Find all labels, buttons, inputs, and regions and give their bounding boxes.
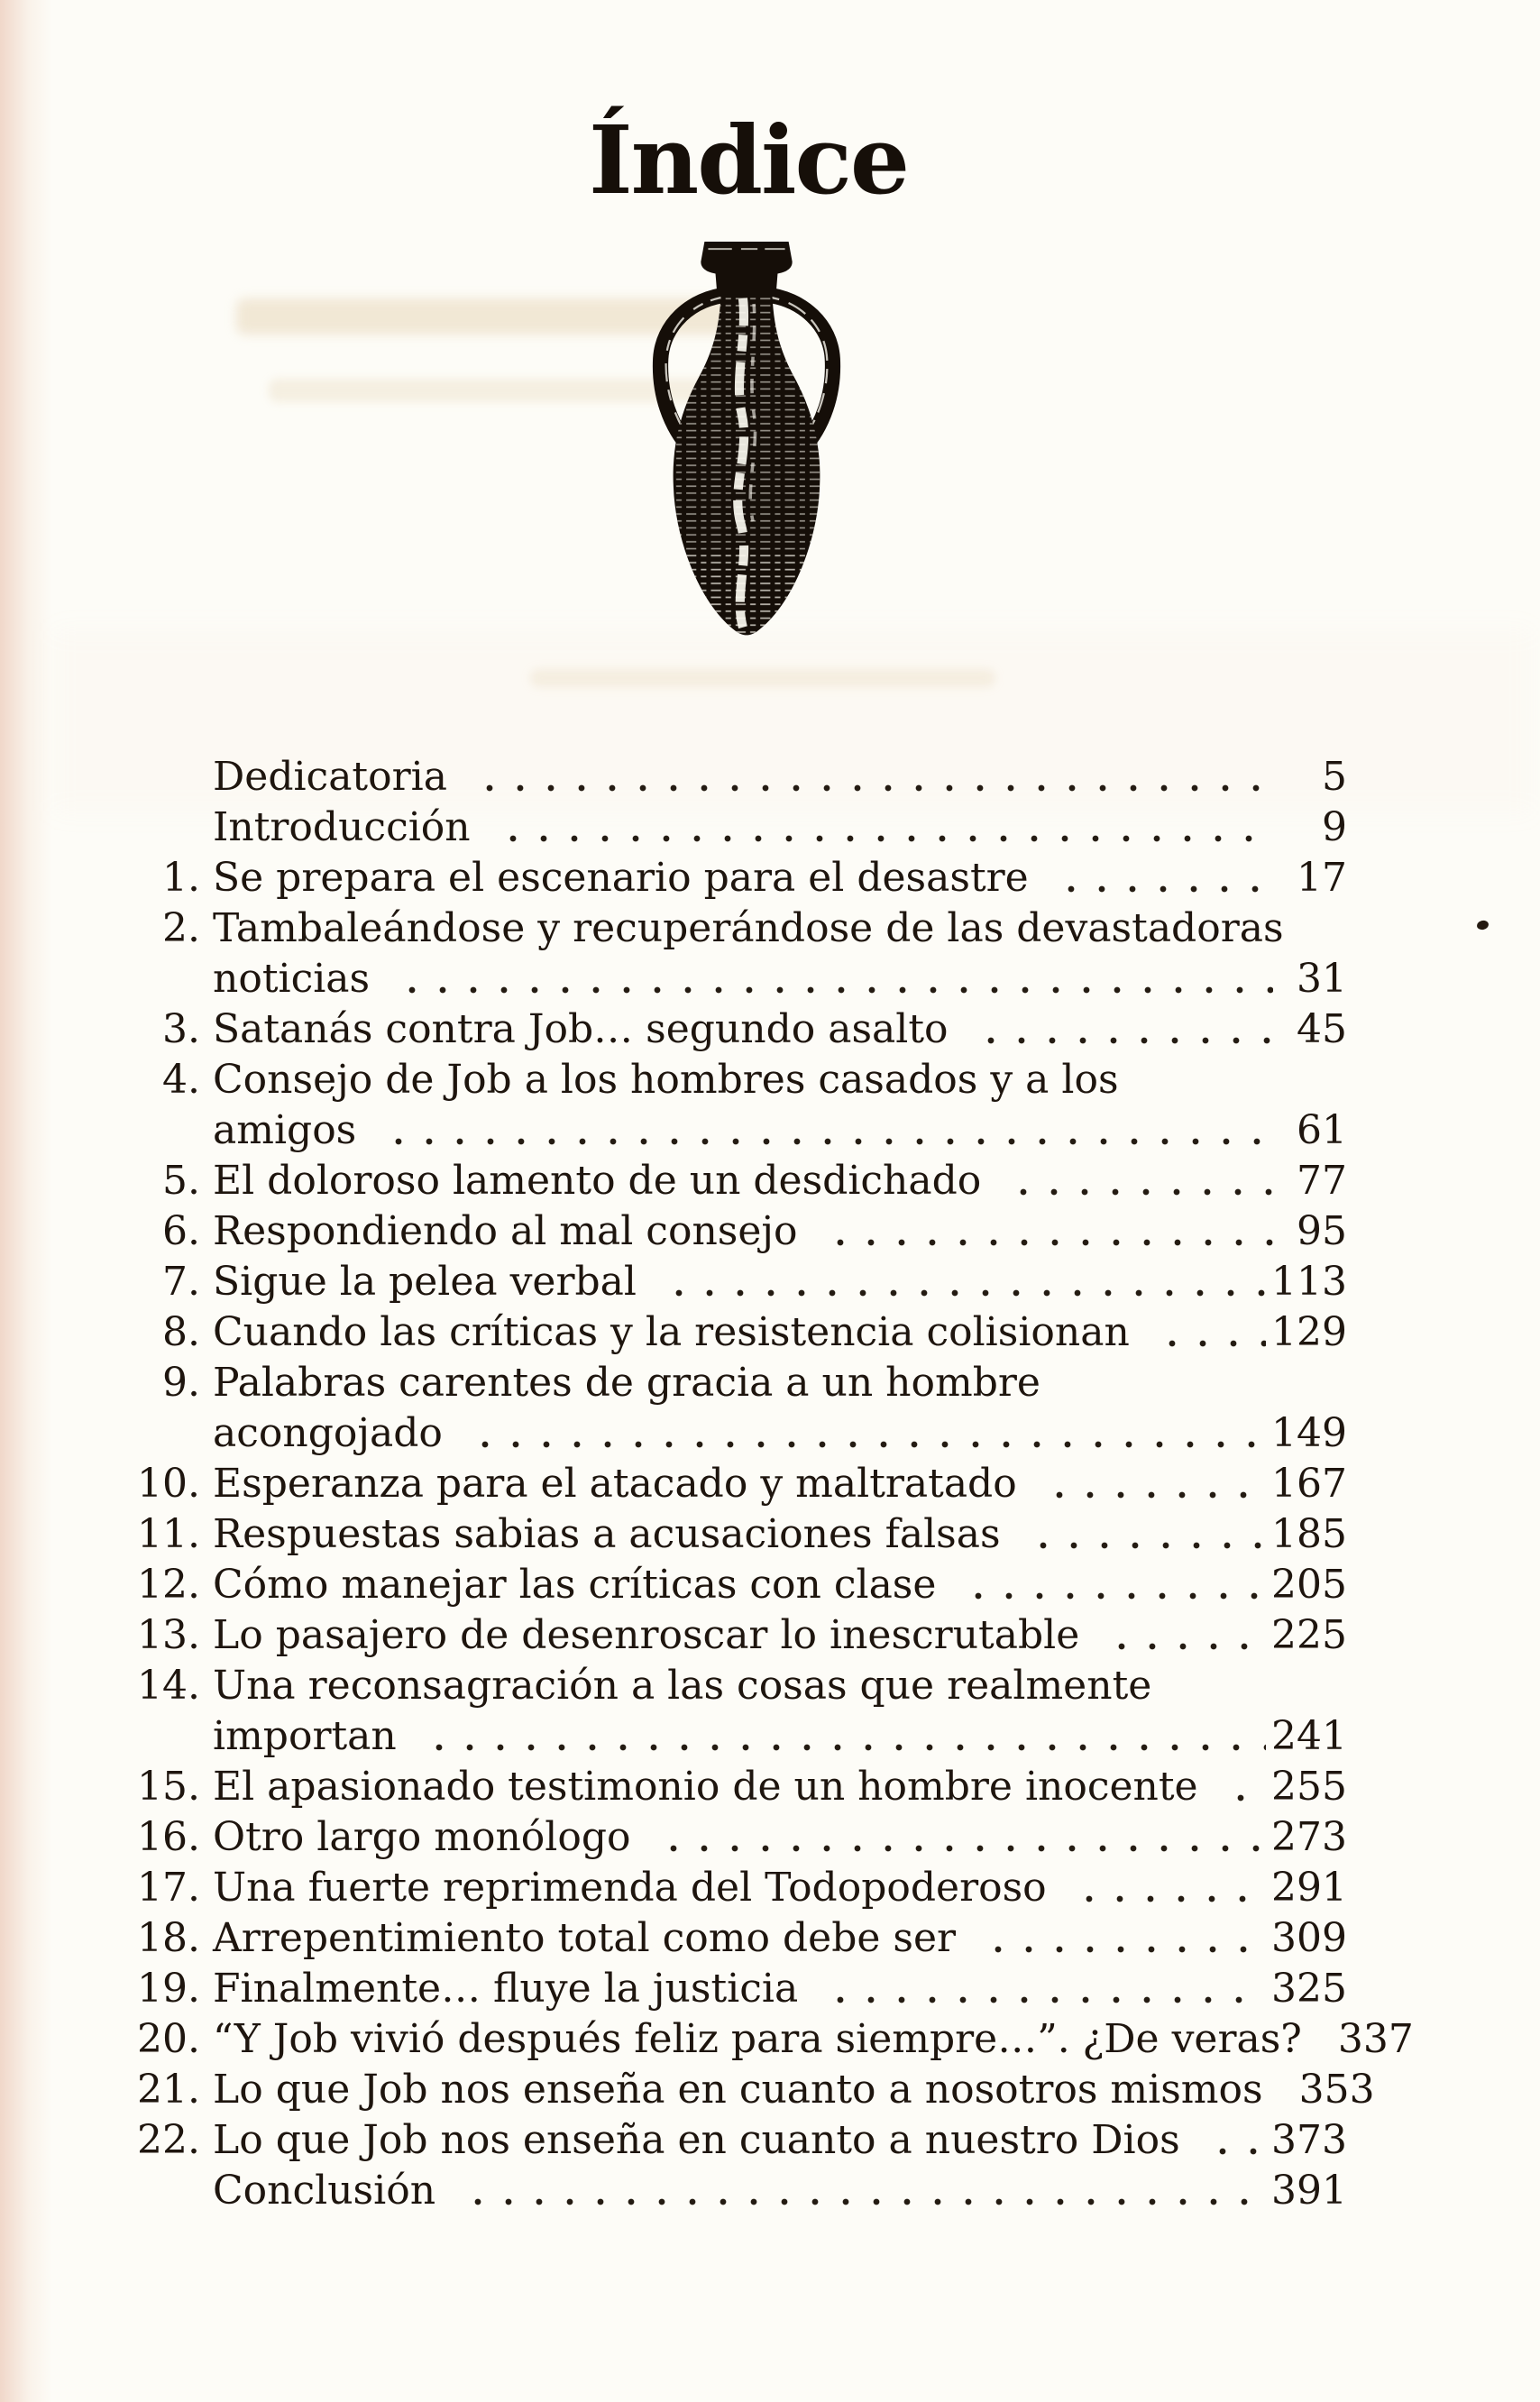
toc-entry-number: 1.	[162, 855, 200, 901]
toc-entry-line	[133, 1408, 1347, 1459]
toc-entry-number: 2.	[162, 905, 200, 951]
page-title: Índice	[589, 104, 908, 215]
toc-entry-line	[133, 1913, 1347, 1964]
toc-entry-title: Tambaleándose y recuperándose de las devastadoras	[213, 905, 1284, 951]
amphora-illustration	[637, 240, 857, 642]
toc-entry-line	[133, 1307, 1347, 1358]
toc-entry-title: Lo que Job nos enseña en cuanto a nuestro Dios	[213, 2117, 1180, 2163]
page-number: 241	[1271, 1713, 1347, 1759]
page-number: 9	[1322, 804, 1347, 850]
toc-entry-number: 5.	[162, 1158, 200, 1204]
toc-entry-title: Consejo de Job a los hombres casados y a los	[213, 1057, 1119, 1103]
toc-entry-number: 3.	[162, 1006, 200, 1052]
toc-entry-number: 9.	[162, 1360, 200, 1406]
scan-edge-tint	[0, 0, 52, 2402]
dot-leader	[454, 2166, 1266, 2216]
page-number: 391	[1271, 2168, 1347, 2214]
page-number: 167	[1271, 1461, 1347, 1507]
toc-entry-title: Introducción	[213, 804, 471, 850]
toc-entry-line	[133, 1610, 1347, 1661]
dot-leader	[967, 1004, 1273, 1055]
dot-leader	[1216, 1762, 1266, 1812]
toc-entry-title: Lo pasajero de desenroscar lo inescrutable	[213, 1612, 1080, 1658]
toc-entry-number: 7.	[162, 1259, 200, 1305]
toc-entry-title: Cuando las críticas y la resistencia colisionan	[213, 1309, 1130, 1355]
toc-entry-title: El apasionado testimonio de un hombre inocente	[213, 1764, 1198, 1810]
page-number: 17	[1297, 855, 1347, 901]
dot-leader	[1065, 1863, 1266, 1913]
page-number: 77	[1297, 1158, 1347, 1204]
toc-entry-line	[133, 1055, 1347, 1105]
toc-entry-title: Finalmente… fluye la justicia	[213, 1966, 799, 2012]
toc-entry-line	[133, 2166, 1347, 2216]
toc-entry-title: Una reconsagración a las cosas que realmente	[213, 1663, 1152, 1709]
page-number: 113	[1271, 1259, 1347, 1305]
toc-entry-title: importan	[213, 1713, 397, 1759]
page-number: 337	[1337, 2016, 1414, 2062]
toc-entry-number: 6.	[162, 1208, 200, 1254]
toc-entry-number: 16.	[137, 1814, 200, 1860]
dot-leader	[1320, 2014, 1333, 2065]
toc-entry-title: Sigue la pelea verbal	[213, 1259, 637, 1305]
toc-entry-line	[133, 1964, 1347, 2014]
toc-entry-number: 20.	[137, 2016, 200, 2062]
page-number: 61	[1297, 1107, 1347, 1153]
toc-entry-line	[133, 1661, 1347, 1711]
toc-entry-number: 18.	[137, 1915, 200, 1961]
ink-speck	[1476, 920, 1490, 931]
toc-entry-line	[133, 752, 1347, 802]
toc-entry-line	[133, 1156, 1347, 1206]
page-number: 5	[1322, 754, 1347, 800]
toc-entry-title: acongojado	[213, 1410, 443, 1456]
page-number: 205	[1271, 1562, 1347, 1608]
dot-leader	[489, 802, 1273, 853]
toc-entry-number: 13.	[137, 1612, 200, 1658]
toc-entry-line	[133, 1509, 1347, 1560]
page-number: 373	[1271, 2117, 1347, 2163]
toc-entry-title: Respuestas sabias a acusaciones falsas	[213, 1511, 1001, 1557]
dot-leader	[461, 1408, 1266, 1459]
dot-leader	[1148, 1307, 1266, 1358]
toc-entry-number: 15.	[137, 1764, 200, 1810]
dot-leader	[974, 1913, 1266, 1964]
toc-entry-line	[133, 1560, 1347, 1610]
toc-entry-title: Una fuerte reprimenda del Todopoderoso	[213, 1865, 1047, 1911]
toc-entry-title: Conclusión	[213, 2168, 436, 2214]
dot-leader	[999, 1156, 1273, 1206]
page-number: 95	[1297, 1208, 1347, 1254]
page-number: 45	[1297, 1006, 1347, 1052]
page-number: 255	[1271, 1764, 1347, 1810]
dot-leader	[465, 752, 1273, 802]
toc-entry-number: 21.	[137, 2067, 200, 2113]
page-number: 291	[1271, 1865, 1347, 1911]
page-number: 273	[1271, 1814, 1347, 1860]
toc-entry-title: Se prepara el escenario para el desastre	[213, 855, 1029, 901]
toc-entry-line	[133, 1358, 1347, 1408]
toc-entry-title: Cómo manejar las críticas con clase	[213, 1562, 937, 1608]
toc-entry-line	[133, 1105, 1347, 1156]
toc-entry-title: El doloroso lamento de un desdichado	[213, 1158, 982, 1204]
toc-entry-title: Otro largo monólogo	[213, 1814, 631, 1860]
toc-entry-title: Respondiendo al mal consejo	[213, 1208, 798, 1254]
toc-entry-number: 12.	[137, 1562, 200, 1608]
toc-entry-title: Dedicatoria	[213, 754, 447, 800]
page-number: 225	[1271, 1612, 1347, 1658]
dot-leader	[1097, 1610, 1266, 1661]
toc-entry-number: 22.	[137, 2117, 200, 2163]
toc-entry-line	[133, 1711, 1347, 1762]
dot-leader	[388, 954, 1273, 1004]
page-number: 185	[1271, 1511, 1347, 1557]
page-number: 325	[1271, 1966, 1347, 2012]
page-number: 353	[1298, 2067, 1375, 2113]
toc-entry-title: Satanás contra Job… segundo asalto	[213, 1006, 949, 1052]
dot-leader	[1035, 1459, 1266, 1509]
dot-leader	[954, 1560, 1266, 1610]
toc-entry-line	[133, 1004, 1347, 1055]
dot-leader	[816, 1206, 1273, 1257]
toc-entry-line	[133, 2065, 1375, 2115]
toc-entry-line	[133, 853, 1347, 903]
ghost-showthrough-dots	[530, 669, 995, 687]
toc-entry-number: 10.	[137, 1461, 200, 1507]
toc-entry-line	[133, 1863, 1347, 1913]
toc-entry-line	[133, 954, 1347, 1004]
toc-entry-number: 11.	[137, 1511, 200, 1557]
dot-leader	[816, 1964, 1266, 2014]
page-number: 31	[1297, 956, 1347, 1002]
toc-entry-title: Lo que Job nos enseña en cuanto a nosotros mismos	[213, 2067, 1263, 2113]
toc	[133, 752, 1414, 2216]
toc-entry-number: 14.	[137, 1663, 200, 1709]
dot-leader	[655, 1257, 1266, 1307]
toc-entry-line	[133, 1459, 1347, 1509]
dot-leader	[1047, 853, 1273, 903]
dot-leader	[1198, 2115, 1266, 2166]
page-number: 149	[1271, 1410, 1347, 1456]
dot-leader	[649, 1812, 1267, 1863]
page-number: 129	[1271, 1309, 1347, 1355]
amphora-vase-svg	[637, 240, 857, 642]
toc-entry-title: amigos	[213, 1107, 357, 1153]
dot-leader	[1281, 2065, 1294, 2115]
toc-entry-number: 17.	[137, 1865, 200, 1911]
toc-entry-title: “Y Job vivió después feliz para siempre…”. ¿De veras?	[213, 2016, 1302, 2062]
page-number: 309	[1271, 1915, 1347, 1961]
toc-entry-title: noticias	[213, 956, 371, 1002]
toc-entry-number: 8.	[162, 1309, 200, 1355]
toc-entry-line	[133, 1762, 1347, 1812]
toc-entry-number: 19.	[137, 1966, 200, 2012]
toc-entry-line	[133, 2014, 1414, 2065]
toc-entry-line	[133, 903, 1347, 954]
toc-entry-title: Arrepentimiento total como debe ser	[213, 1915, 957, 1961]
dot-leader	[374, 1105, 1273, 1156]
toc-entry-line	[133, 1206, 1347, 1257]
toc-entry-line	[133, 802, 1347, 853]
toc-entry-line	[133, 1257, 1347, 1307]
toc-entry-number: 4.	[162, 1057, 200, 1103]
dot-leader	[1019, 1509, 1266, 1560]
toc-entry-title: Palabras carentes de gracia a un hombre	[213, 1360, 1040, 1406]
toc-entry-line	[133, 2115, 1347, 2166]
toc-entry-title: Esperanza para el atacado y maltratado	[213, 1461, 1017, 1507]
toc-entry-line	[133, 1812, 1347, 1863]
dot-leader	[415, 1711, 1266, 1762]
